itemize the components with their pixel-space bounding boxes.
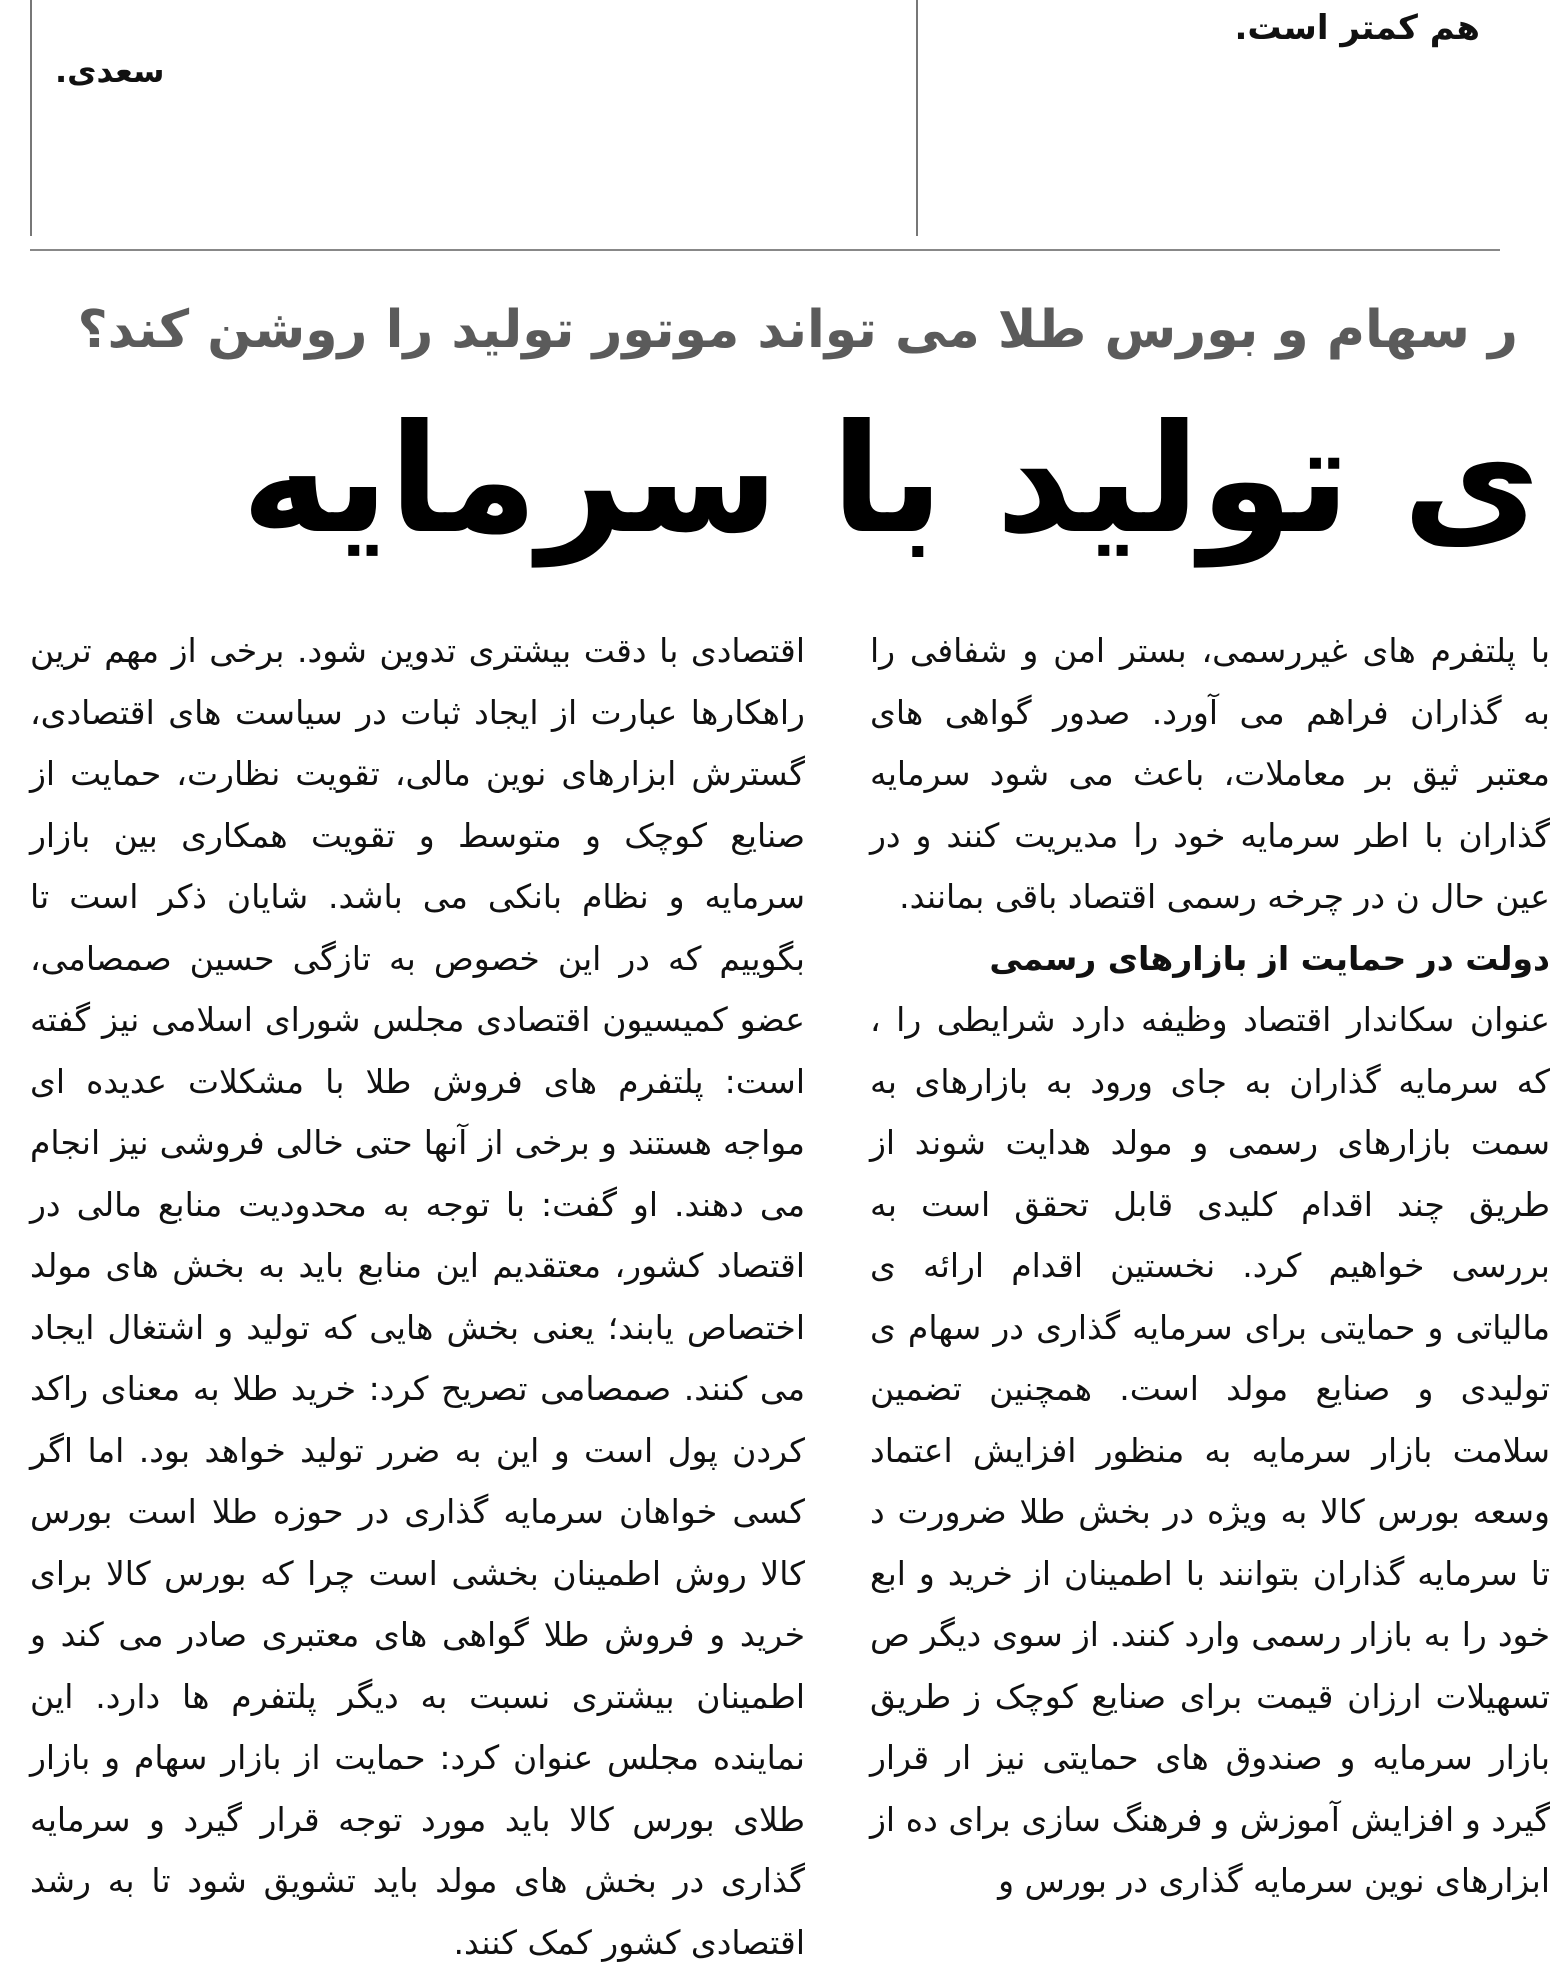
left-column-text: اقتصادی با دقت بیشتری تدوین شود. برخی از مهم ترین راهکارها عبارت از ایجاد ثبات در سیاست های اقتصادی، گسترش ابزارهای نوین مالی، تقویت نظارت، حمایت از صنایع کوچک و متوسط و تقویت همکاری بین بازار سرمایه و نظام بانکی می باشد. شایان ذکر است تا بگوییم که در این خصوص به تازگی حسین صمصامی، عضو کمیسیون اقتصادی مجلس شورای اسلامی نیز گفته است: پلتفرم های فروش طلا با مشکلات عدیده ای مواجه هستند و برخی از آنها حتی خالی فروشی نیز انجام می دهند. او گفت: با توجه به محدودیت منابع مالی در اقتصاد کشور، معتقدیم این منابع باید به بخش های مولد اختصاص یابند؛ یعنی بخش هایی که تولید و اشتغال ایجاد می کنند. صمصامی تصریح کرد: خرید طلا به معنای راکد کردن پول است و این به ضرر تولید خواهد بود. اما اگر کسی خواهان سرمایه گذاری در حوزه طلا است بورس کالا روش اطمینان بخشی است چرا که بورس کالا برای خرید و فروش طلا گواهی های معتبری صادر می کند و اطمینان بیشتری نسبت به دیگر پلتفرم ها دارد. این نماینده مجلس عنوان کرد: حمایت از بازار سهام و بازار طلای بورس کالا باید مورد توجه قرار گیرد و سرمایه گذاری در بخش های مولد باید تشویق شود تا به رشد اقتصادی کشور کمک کنند. [30, 631, 805, 1962]
left-box-border [30, 0, 32, 236]
article-subtitle: ر سهام و بورس طلا می تواند موتور تولید را روشن کند؟ [77, 300, 1518, 360]
section-divider [30, 249, 1500, 251]
right-column-paragraph-2: عنوان سکاندار اقتصاد وظیفه دارد شرایطی را ، که سرمایه گذاران به جای ورود به بازارهای به سمت بازارهای رسمی و مولد هدایت شوند از طریق چند اقدام کلیدی قابل تحقق است به بررسی خواهیم کرد. نخستین اقدام ارائه ی مالیاتی و حمایتی برای سرمایه گذاری در سهام ی تولیدی و صنایع مولد است. همچنین تضمین سلامت بازار سرمایه به منظور افزایش اعتماد وسعه بورس کالا به ویژه در بخش طلا ضرورت د تا سرمایه گذاران بتوانند با اطمینان از خرید و ابع خود را به بازار رسمی وارد کنند. از سوی دیگر ص تسهیلات ارزان قیمت برای صنایع کوچک ز طریق بازار سرمایه و صندوق های حمایتی نیز ار قرار گیرد و افزایش آموزش و فرهنگ سازی برای ده از ابزارهای نوین سرمایه گذاری در بورس و [870, 1000, 1550, 1900]
middle-box-divider [916, 0, 918, 236]
right-column-heading: دولت در حمایت از بازارهای رسمی [989, 938, 1550, 978]
top-left-snippet: سعدی. [55, 52, 165, 90]
article-headline: ی تولید با سرمایه [241, 393, 1540, 567]
top-right-snippet: هم کمتر است. [1234, 8, 1480, 48]
right-column-paragraph-1: با پلتفرم های غیررسمی، بستر امن و شفافی را به گذاران فراهم می آورد. صدور گواهی های معتبر ثیق بر معاملات، باعث می شود سرمایه گذاران با اطر سرمایه خود را مدیریت کنند و در عین حال ن در چرخه رسمی اقتصاد باقی بمانند. [870, 631, 1550, 916]
article-right-column [870, 620, 1550, 1900]
article-left-column [30, 620, 805, 1962]
